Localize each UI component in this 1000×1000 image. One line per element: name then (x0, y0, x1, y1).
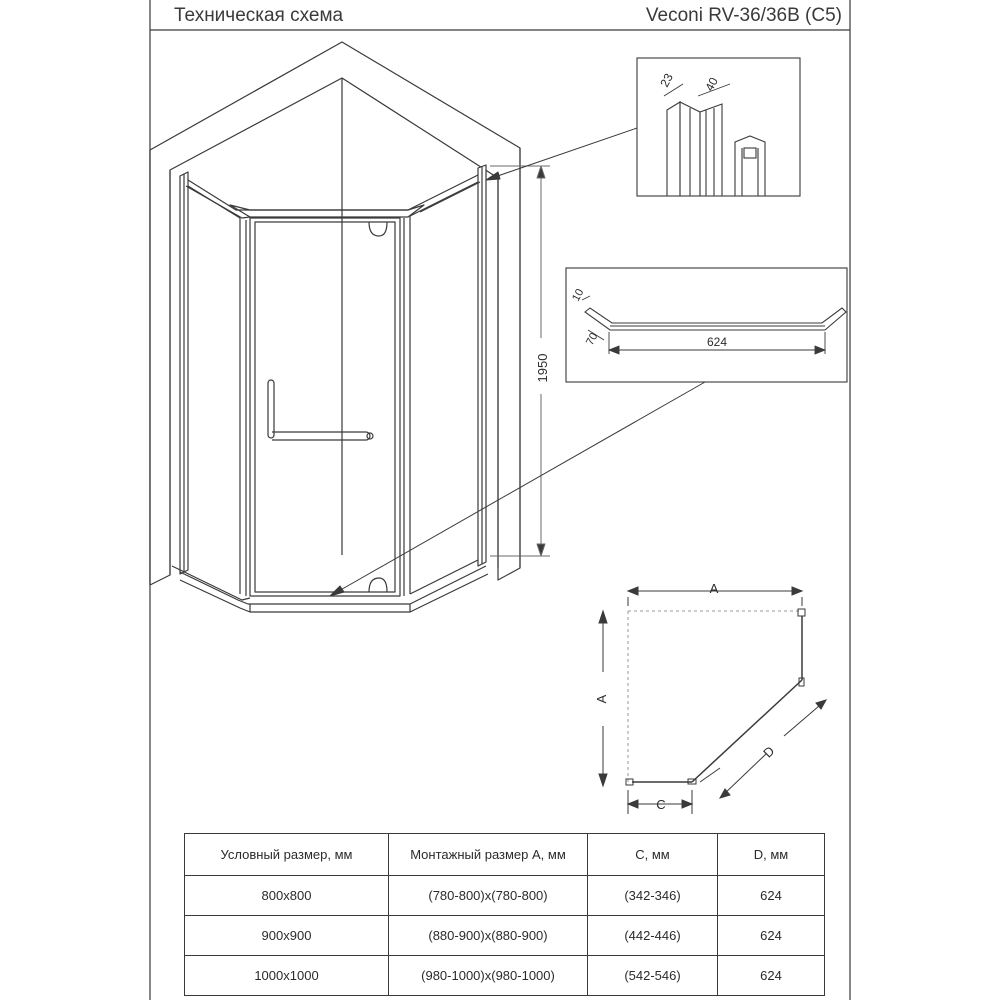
cell-d: 624 (718, 916, 825, 956)
cell-d: 624 (718, 956, 825, 996)
cell-c: (342-346) (588, 876, 718, 916)
profile-dim-23: 23 (657, 71, 676, 90)
header-c: C, мм (588, 834, 718, 876)
sizes-table (184, 833, 825, 996)
table-header-row (185, 834, 825, 876)
plan-label-c: C (656, 797, 666, 812)
plan-label-d: D (760, 743, 778, 761)
cell-mount: (980-1000)x(980-1000) (389, 956, 588, 996)
table-row (185, 956, 825, 996)
cell-mount: (880-900)x(880-900) (389, 916, 588, 956)
cell-nominal: 800x800 (185, 876, 389, 916)
cell-nominal: 1000x1000 (185, 956, 389, 996)
plan-label-a-top: A (709, 581, 719, 596)
header-nominal-size: Условный размер, мм (185, 834, 389, 876)
model-name: Veconi RV-36/36B (C5) (645, 5, 842, 26)
plan-label-a-left: A (594, 694, 609, 704)
cell-nominal: 900x900 (185, 916, 389, 956)
cell-mount: (780-800)x(780-800) (389, 876, 588, 916)
rail-dim-depth: 70 (584, 330, 601, 348)
rail-dim-length: 624 (706, 335, 728, 349)
table-row (185, 876, 825, 916)
plan-glass (626, 609, 805, 785)
header-mount-size: Монтажный размер A, мм (389, 834, 588, 876)
table-row (185, 916, 825, 956)
cell-c: (442-446) (588, 916, 718, 956)
profile-dim-40: 40 (702, 75, 721, 94)
page-title: Техническая схема (174, 5, 344, 26)
cell-d: 624 (718, 876, 825, 916)
rail-dim-height: 10 (570, 286, 587, 304)
height-label: 1950 (535, 353, 550, 383)
plan-dimension-d (720, 700, 826, 798)
header-d: D, мм (718, 834, 825, 876)
cell-c: (542-546) (588, 956, 718, 996)
